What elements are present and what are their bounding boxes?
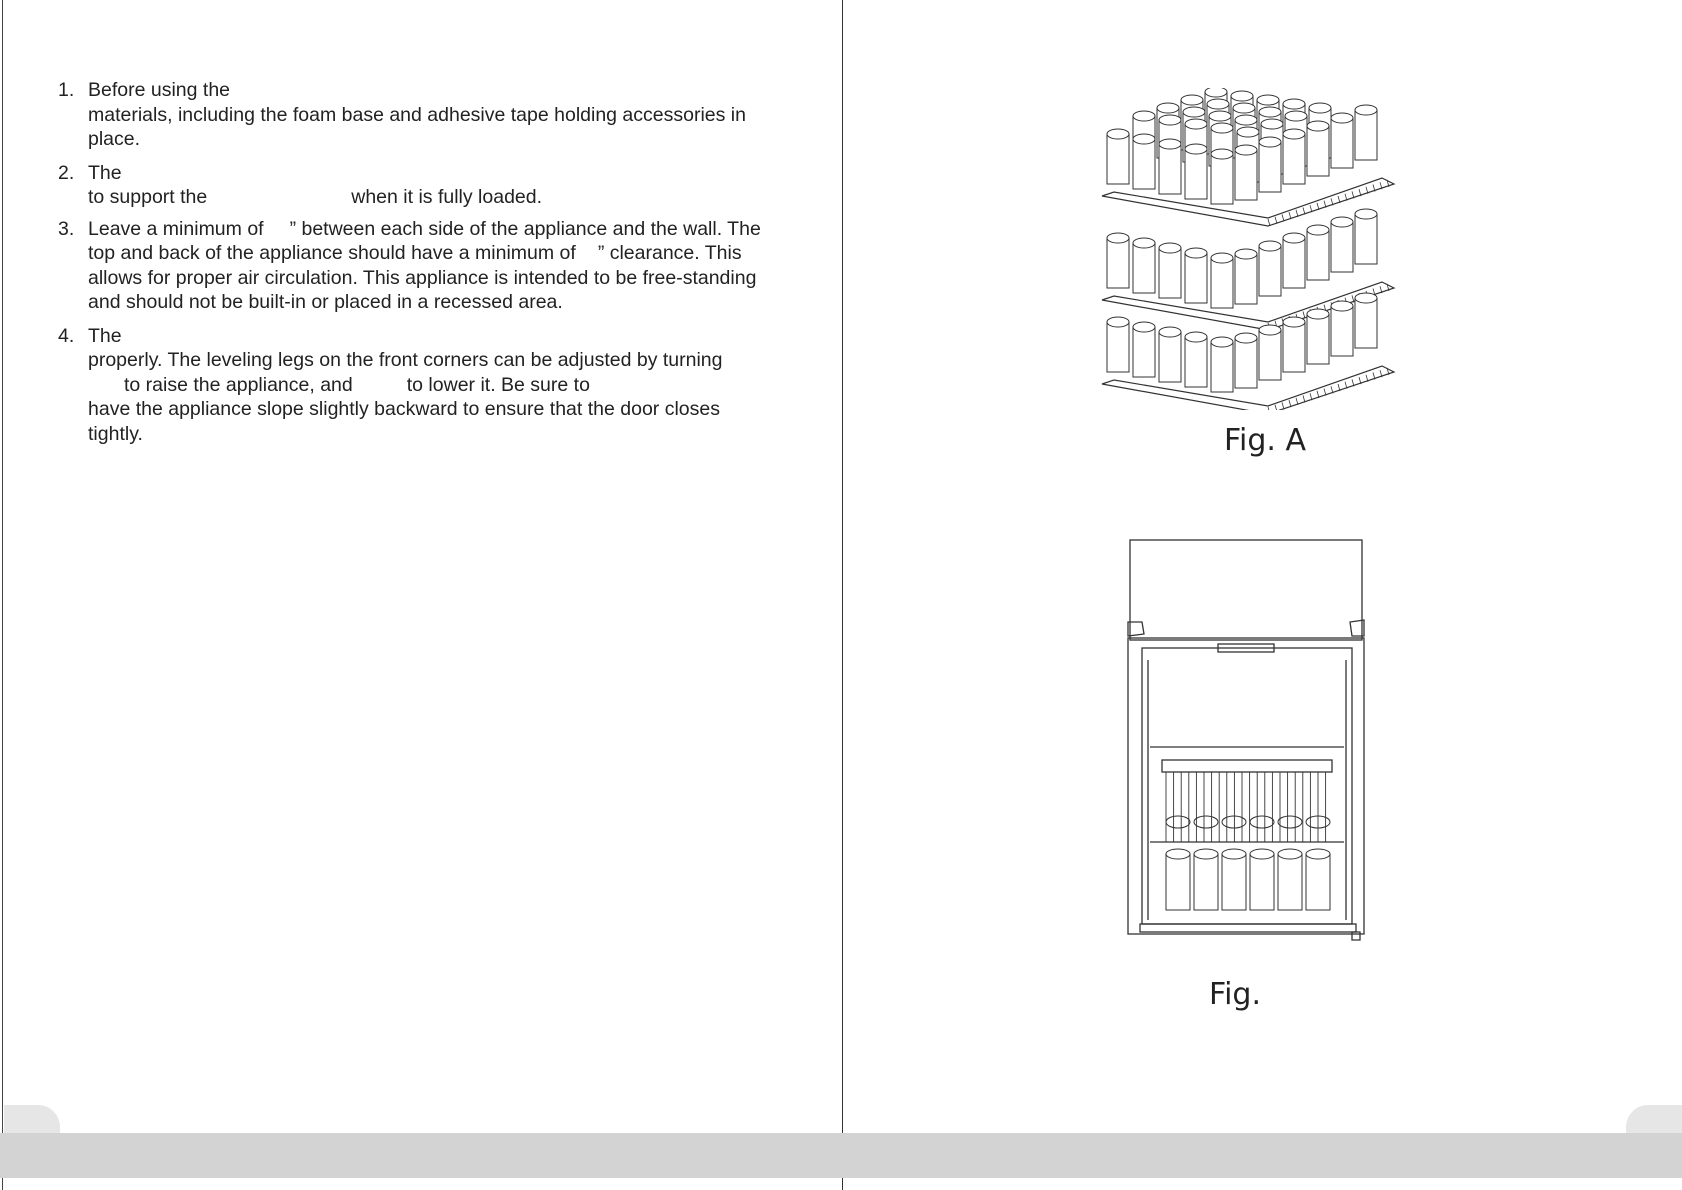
fig-a-can-racks-illustration (1098, 88, 1398, 410)
can-top (1181, 95, 1203, 105)
can-top (1107, 233, 1129, 243)
can-top (1209, 111, 1231, 121)
can-body (1283, 322, 1305, 372)
step-text-fragment: Leave a minimum of (88, 217, 264, 240)
can-top (1183, 107, 1205, 117)
can-body (1235, 150, 1257, 200)
rack-bottom (1102, 293, 1394, 410)
open-door-top (1130, 540, 1362, 640)
can-body (1331, 306, 1353, 356)
can-top (1283, 233, 1305, 243)
can-body (1355, 110, 1377, 160)
fig-b-refrigerator-illustration (1122, 532, 1372, 944)
can-top (1211, 253, 1233, 263)
tray-slat (1282, 214, 1284, 221)
can-top (1194, 849, 1218, 859)
can-rim-upper (1278, 816, 1302, 828)
can-body (1194, 854, 1218, 910)
can-body (1159, 248, 1181, 298)
step-text-line: and should not be built-in or placed in a recessed area. (88, 291, 563, 313)
can-body (1250, 854, 1274, 910)
footer-tab-right (1626, 1105, 1682, 1135)
can-top (1133, 134, 1155, 144)
step-4 (56, 324, 776, 447)
can-body (1107, 238, 1129, 288)
page-spread-divider (842, 0, 843, 1190)
fig-b-caption: Fig. (1209, 977, 1261, 1012)
can-body (1133, 243, 1155, 293)
can-top (1133, 111, 1155, 121)
step-number: 2. (58, 161, 75, 184)
step-number: 1. (58, 79, 75, 101)
can-top (1257, 95, 1279, 105)
step-text-fragment: to support the (88, 186, 208, 208)
step-text-line: allows for proper air circulation. This appliance is intended to be free-standing (88, 266, 757, 289)
step-text-fragment: ” clearance. This (597, 242, 742, 264)
can-top (1211, 123, 1233, 133)
can-top (1331, 301, 1353, 311)
can-top (1355, 209, 1377, 219)
can-top (1261, 119, 1283, 129)
can-top (1259, 137, 1281, 147)
can-body (1211, 258, 1233, 308)
can-top (1157, 103, 1179, 113)
step-1 (56, 78, 776, 152)
can-top (1211, 149, 1233, 159)
can-top (1185, 119, 1207, 129)
step-text-line (88, 373, 776, 398)
step-text-fragment: to lower it. Be sure to (406, 373, 590, 396)
can-top (1307, 309, 1329, 319)
can-body (1185, 149, 1207, 199)
can-body (1159, 332, 1181, 382)
can-body (1185, 337, 1207, 387)
can-body (1159, 144, 1181, 194)
can-body (1166, 854, 1190, 910)
installation-steps (56, 78, 776, 446)
can-top (1159, 243, 1181, 253)
can-body (1331, 118, 1353, 168)
can-top (1306, 849, 1330, 859)
can-top (1185, 144, 1207, 154)
can-top (1235, 249, 1257, 259)
step-number: 4. (58, 324, 75, 347)
can-top (1205, 88, 1227, 97)
can-body (1278, 854, 1302, 910)
step-text-line: materials, including the foam base and adhesive tape holding accessories in (88, 103, 746, 126)
step-text-line: place. (88, 128, 141, 150)
can-body (1355, 298, 1377, 348)
can-top (1331, 113, 1353, 123)
can-top (1283, 317, 1305, 327)
can-top (1283, 99, 1305, 109)
can-top (1307, 225, 1329, 235)
fig-a-caption: Fig. A (1223, 423, 1307, 458)
footer-tab-left (4, 1105, 60, 1135)
cabinet-base (1140, 924, 1356, 932)
step-text-line (88, 217, 776, 242)
can-top (1185, 248, 1207, 258)
can-top (1331, 217, 1353, 227)
can-top (1285, 111, 1307, 121)
can-body (1259, 330, 1281, 380)
can-top (1233, 103, 1255, 113)
tray-slat (1268, 407, 1270, 410)
footer-band (0, 1133, 1682, 1178)
can-top (1159, 327, 1181, 337)
tray-slat (1282, 402, 1284, 409)
can-top (1159, 115, 1181, 125)
step-text-line: The (88, 161, 122, 184)
can-top (1235, 145, 1257, 155)
can-body (1235, 338, 1257, 388)
step-text-line: properly. The leveling legs on the front corners can be adjusted by turning (88, 349, 723, 371)
can-top (1283, 129, 1305, 139)
tray-slat (1275, 217, 1277, 224)
can-body (1107, 322, 1129, 372)
step-text-line: tightly. (88, 422, 143, 445)
page-left-border (2, 0, 3, 1190)
can-body (1307, 314, 1329, 364)
can-rim-upper (1194, 816, 1218, 828)
can-body (1211, 154, 1233, 204)
step-text-fragment: to raise the appliance, and (124, 373, 353, 396)
step-text-line: have the appliance slope slightly backward to ensure that the door closes (88, 398, 720, 420)
can-top (1211, 337, 1233, 347)
step-text-line (88, 185, 776, 210)
can-body (1355, 214, 1377, 264)
can-top (1231, 91, 1253, 101)
can-body (1283, 134, 1305, 184)
can-body (1222, 854, 1246, 910)
step-text-fragment: when it is fully loaded. (351, 186, 543, 208)
can-body (1307, 230, 1329, 280)
tray-slat (1275, 405, 1277, 410)
can-body (1133, 327, 1155, 377)
leveling-foot (1352, 932, 1360, 940)
can-top (1207, 99, 1229, 109)
step-text-line: The (88, 324, 122, 347)
can-body (1211, 342, 1233, 392)
can-top (1355, 105, 1377, 115)
can-top (1355, 293, 1377, 303)
can-top (1307, 121, 1329, 131)
can-top (1159, 139, 1181, 149)
can-top (1235, 333, 1257, 343)
can-body (1259, 246, 1281, 296)
can-top (1166, 849, 1190, 859)
can-top (1133, 238, 1155, 248)
can-body (1107, 134, 1129, 184)
can-top (1309, 103, 1331, 113)
can-top (1259, 325, 1281, 335)
can-body (1306, 854, 1330, 910)
step-2 (56, 161, 776, 210)
can-top (1133, 322, 1155, 332)
step-text-fragment: top and back of the appliance should have a minimum of (88, 242, 576, 264)
step-text-line: Before using the (88, 79, 231, 101)
can-top (1235, 115, 1257, 125)
can-top (1278, 849, 1302, 859)
can-body (1185, 253, 1207, 303)
can-top (1237, 127, 1259, 137)
can-top (1250, 849, 1274, 859)
can-body (1331, 222, 1353, 272)
cans-row (1166, 816, 1330, 910)
step-text-line (88, 241, 776, 266)
step-text-fragment: ” between each side of the appliance and the wall. The (289, 217, 761, 240)
rack-top (1102, 88, 1394, 226)
can-rim-upper (1250, 816, 1274, 828)
can-body (1133, 139, 1155, 189)
can-top (1222, 849, 1246, 859)
can-body (1259, 142, 1281, 192)
can-top (1185, 332, 1207, 342)
can-top (1259, 241, 1281, 251)
can-top (1259, 107, 1281, 117)
tray-slat (1268, 219, 1270, 226)
step-number: 3. (58, 217, 75, 240)
can-body (1283, 238, 1305, 288)
can-rim-upper (1166, 816, 1190, 828)
can-body (1235, 254, 1257, 304)
step-3 (56, 217, 776, 315)
can-body (1307, 126, 1329, 176)
can-top (1107, 129, 1129, 139)
can-top (1107, 317, 1129, 327)
wire-shelf (1162, 760, 1332, 772)
wire-shelf-bars (1166, 772, 1326, 842)
